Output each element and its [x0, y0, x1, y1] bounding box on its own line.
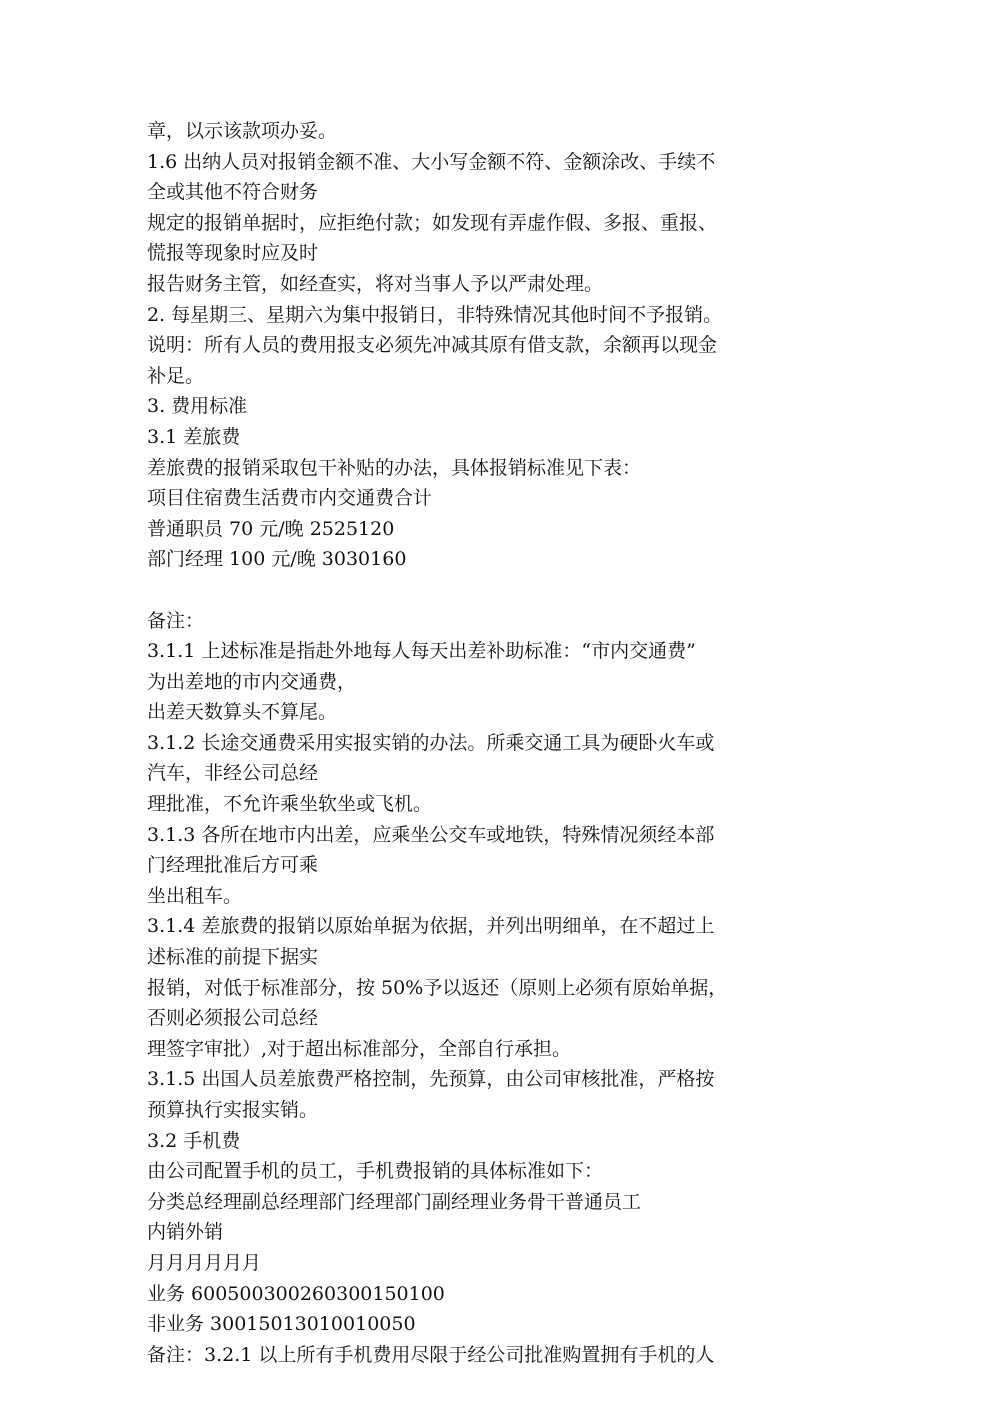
document-body [147, 116, 867, 1370]
text-line: 报销，对低于标准部分，按 50%予以返还（原则上必须有原始单据， [147, 976, 728, 999]
text-line: 3.1.5 出国人员差旅费严格控制，先预算，由公司审核批准，严格按 [147, 1068, 715, 1091]
text-line: 理签字审批）,对于超出标准部分，全部自行承担。 [147, 1037, 572, 1060]
text-line: 3.1.2 长途交通费采用实报实销的办法。所乘交通工具为硬卧火车或 [147, 731, 715, 754]
text-line: 坐出租车。 [147, 884, 243, 907]
text-line: 补足。 [147, 364, 205, 387]
text-line: 3.1.1 上述标准是指赴外地每人每天出差补助标准：“市内交通费” [147, 640, 696, 663]
text-line: 门经理批准后方可乘 [147, 854, 319, 877]
text-line: 出差天数算头不算尾。 [147, 701, 338, 724]
text-line: 1.6 出纳人员对报销金额不准、大小写金额不符、金额涂改、手续不 [147, 150, 716, 173]
text-line: 慌报等现象时应及时 [147, 242, 319, 265]
text-line: 章，以示该款项办妥。 [147, 120, 338, 142]
text-line: 报告财务主管，如经查实，将对当事人予以严肃处理。 [147, 272, 604, 295]
blank-line [147, 575, 867, 606]
section-heading: 3. 费用标准 [147, 395, 248, 418]
text-line: 否则必须报公司总经 [147, 1007, 319, 1030]
text-line: 预算执行实报实销。 [147, 1099, 319, 1121]
text-line: 2. 每星期三、星期六为集中报销日，非特殊情况其他时间不予报销。 [147, 303, 723, 326]
text-line: 由公司配置手机的员工，手机费报销的具体标准如下： [147, 1160, 604, 1183]
table-row: 部门经理 100 元/晚 3030160 [147, 548, 407, 571]
text-line: 3.1.4 差旅费的报销以原始单据为依据，并列出明细单，在不超过上 [147, 915, 715, 938]
subsection-heading: 3.2 手机费 [147, 1129, 241, 1152]
text-line: 差旅费的报销采取包干补贴的办法，具体报销标准见下表： [147, 456, 642, 479]
text-line: 为出差地的市内交通费， [147, 670, 357, 693]
text-line: 3.1.3 各所在地市内出差，应乘坐公交车或地铁，特殊情况须经本部 [147, 823, 715, 846]
text-line: 说明：所有人员的费用报支必须先冲减其原有借支款，余额再以现金 [147, 334, 718, 357]
text-line: 汽车，非经公司总经 [147, 762, 319, 785]
table-row: 月月月月月月 [147, 1251, 262, 1274]
table-row: 内销外销 [147, 1221, 224, 1244]
text-line: 理批准，不允许乘坐软坐或飞机。 [147, 793, 433, 816]
text-line: 备注： [147, 609, 205, 632]
subsection-heading: 3.1 差旅费 [147, 425, 241, 448]
text-line: 备注：3.2.1 以上所有手机费用尽限于经公司批准购置拥有手机的人 [147, 1343, 715, 1366]
table-row: 项目住宿费生活费市内交通费合计 [147, 487, 433, 510]
text-line: 规定的报销单据时，应拒绝付款；如发现有弄虚作假、多报、重报、 [147, 211, 718, 234]
table-row: 业务 600500300260300150100 [147, 1282, 445, 1305]
text-line: 全或其他不符合财务 [147, 181, 319, 204]
table-row: 普通职员 70 元/晚 2525120 [147, 517, 395, 540]
table-row: 非业务 30015013010010050 [147, 1313, 416, 1336]
text-line: 述标准的前提下据实 [147, 946, 319, 969]
table-row: 分类总经理副总经理部门经理部门副经理业务骨干普通员工 [147, 1190, 642, 1213]
